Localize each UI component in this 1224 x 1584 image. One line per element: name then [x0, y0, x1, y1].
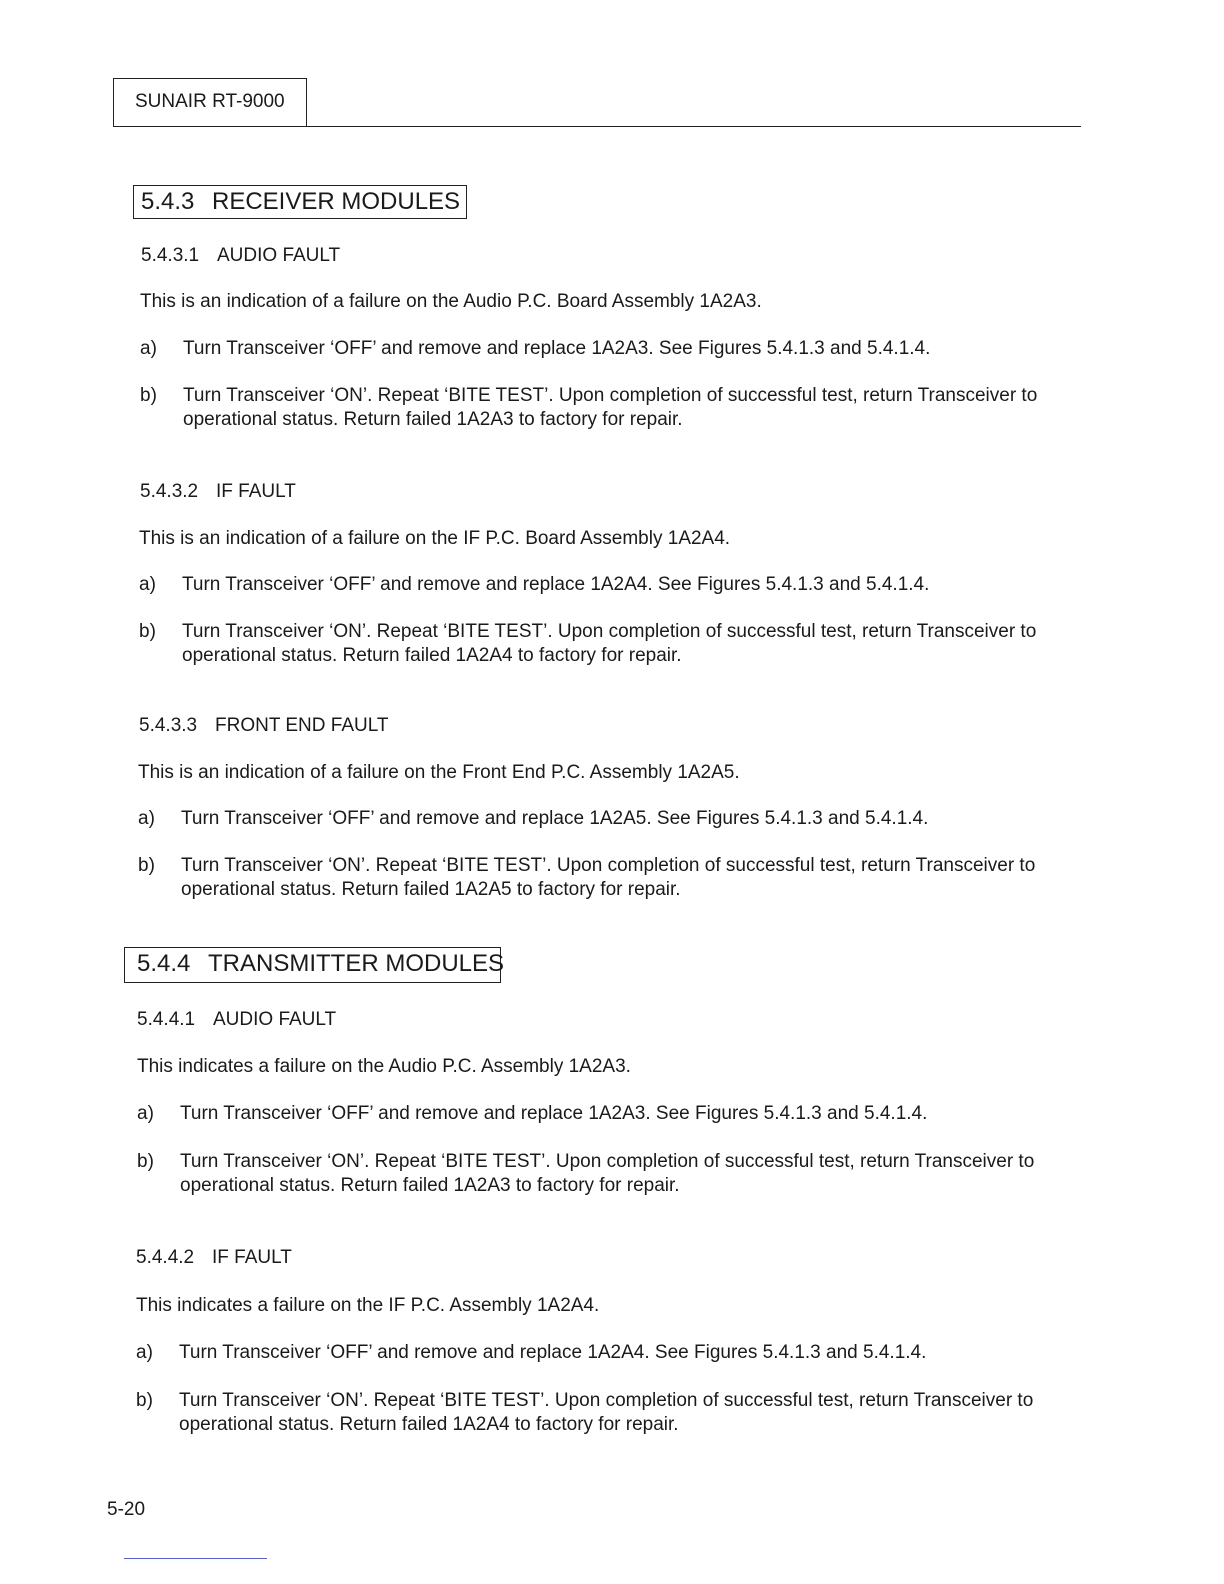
subsection-intro: This indicates a failure on the Audio P.C. Assembly 1A2A3. — [137, 1056, 631, 1077]
subsection-heading — [140, 480, 296, 504]
subsection-intro: This is an indication of a failure on the Front End P.C. Assembly 1A2A5. — [138, 762, 740, 783]
step-text: Turn Transceiver ‘ON’. Repeat ‘BITE TEST’. Upon completion of successful test, return Transceiver to operational status. Return failed 1A2A3 to factory for repair. — [183, 385, 1038, 430]
subsection-heading — [141, 244, 340, 268]
header-rule — [113, 126, 1081, 127]
subsection-number: 5.4.4.2 — [136, 1247, 195, 1268]
section-number: 5.4.3 — [141, 188, 195, 215]
step-text: Turn Transceiver ‘ON’. Repeat ‘BITE TEST’. Upon completion of successful test, return Transceiver to operational status. Return failed 1A2A4 to factory for repair. — [182, 621, 1037, 666]
step-text: Turn Transceiver ‘OFF’ and remove and replace 1A2A4. See Figures 5.4.1.3 and 5.4.1.4. — [179, 1342, 927, 1363]
section-number: 5.4.4 — [137, 950, 191, 977]
step-label: b) — [139, 621, 156, 642]
step-label: b) — [137, 1151, 154, 1172]
section-heading-receiver-modules — [133, 185, 467, 219]
subsection-heading — [139, 714, 388, 738]
subsection-title: IF FAULT — [216, 481, 296, 502]
step-label: a) — [136, 1342, 153, 1363]
step-text: Turn Transceiver ‘ON’. Repeat ‘BITE TEST’. Upon completion of successful test, return Transceiver to operational status. Return failed 1A2A5 to factory for repair. — [181, 855, 1036, 900]
subsection-heading — [137, 1008, 336, 1032]
step-label: a) — [140, 338, 157, 359]
step-text: Turn Transceiver ‘OFF’ and remove and replace 1A2A5. See Figures 5.4.1.3 and 5.4.1.4. — [181, 808, 929, 829]
step-label: b) — [136, 1390, 153, 1411]
subsection-number: 5.4.3.3 — [139, 715, 198, 736]
subsection-intro: This is an indication of a failure on the IF P.C. Board Assembly 1A2A4. — [139, 528, 731, 549]
step-label: a) — [138, 808, 155, 829]
section-title: TRANSMITTER MODULES — [208, 950, 505, 977]
subsection-title: IF FAULT — [212, 1247, 292, 1268]
scan-artifact-line — [124, 1558, 267, 1559]
step-text: Turn Transceiver ‘OFF’ and remove and replace 1A2A3. See Figures 5.4.1.3 and 5.4.1.4. — [183, 338, 931, 359]
step-text: Turn Transceiver ‘ON’. Repeat ‘BITE TEST’. Upon completion of successful test, return Transceiver to operational status. Return failed 1A2A3 to factory for repair. — [180, 1151, 1035, 1196]
step-text: Turn Transceiver ‘OFF’ and remove and replace 1A2A4. See Figures 5.4.1.3 and 5.4.1.4. — [182, 574, 930, 595]
section-heading-transmitter-modules — [124, 947, 505, 983]
step-label: b) — [138, 855, 155, 876]
document-header-title: SUNAIR RT-9000 — [113, 78, 307, 126]
subsection-intro: This is an indication of a failure on the Audio P.C. Board Assembly 1A2A3. — [140, 291, 762, 312]
subsection-title: FRONT END FAULT — [215, 715, 389, 736]
step-text: Turn Transceiver ‘ON’. Repeat ‘BITE TEST’. Upon completion of successful test, return Transceiver to operational status. Return failed 1A2A4 to factory for repair. — [179, 1390, 1034, 1435]
subsection-number: 5.4.3.2 — [140, 481, 199, 502]
subsection-title: AUDIO FAULT — [217, 245, 341, 266]
subsection-number: 5.4.4.1 — [137, 1009, 196, 1030]
step-label: a) — [137, 1103, 154, 1124]
subsection-title: AUDIO FAULT — [213, 1009, 337, 1030]
page-number: 5-20 — [107, 1499, 146, 1520]
subsection-heading — [136, 1246, 292, 1270]
subsection-intro: This indicates a failure on the IF P.C. Assembly 1A2A4. — [136, 1295, 600, 1316]
step-label: a) — [139, 574, 156, 595]
step-text: Turn Transceiver ‘OFF’ and remove and replace 1A2A3. See Figures 5.4.1.3 and 5.4.1.4. — [180, 1103, 928, 1124]
subsection-number: 5.4.3.1 — [141, 245, 200, 266]
section-title: RECEIVER MODULES — [212, 188, 461, 215]
step-label: b) — [140, 385, 157, 406]
